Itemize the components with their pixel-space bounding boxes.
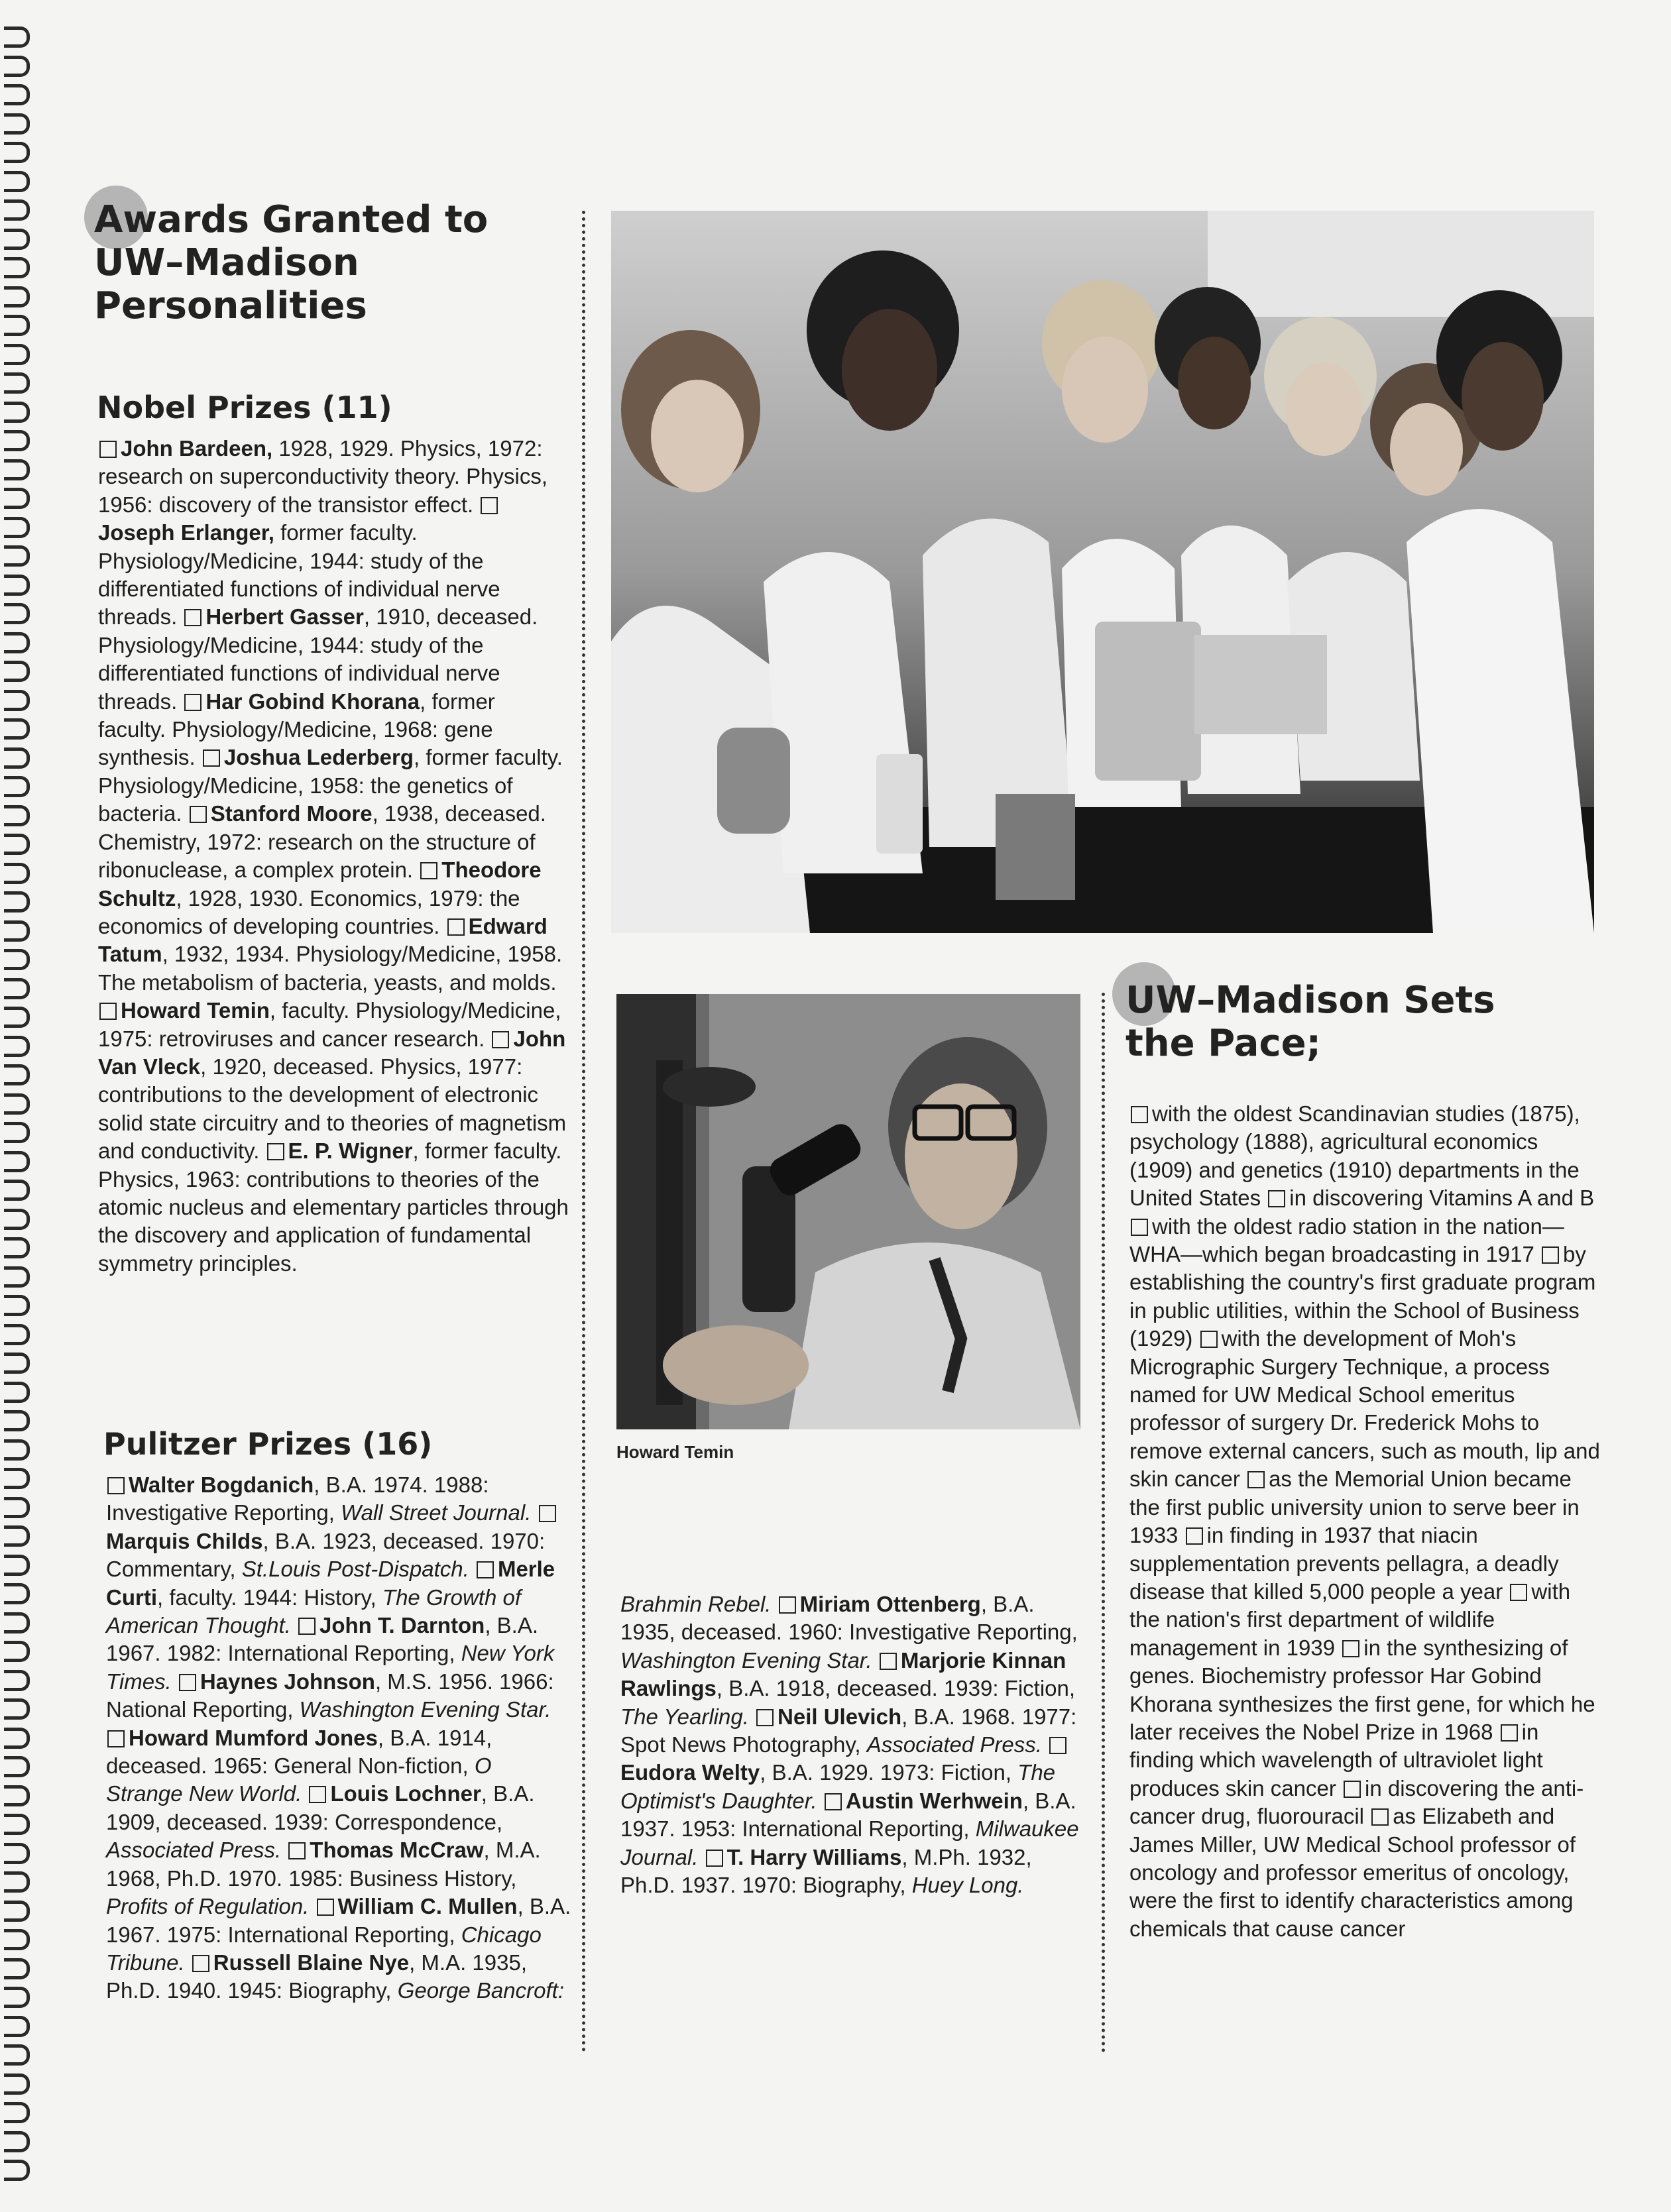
- awards-title: [94, 199, 525, 328]
- winner-publication: Associated Press.: [106, 1838, 282, 1863]
- winner-publication: Washington Evening Star.: [299, 1697, 551, 1722]
- checkbox-bullet: [309, 1786, 326, 1803]
- binding-ring: [4, 1209, 30, 1230]
- binding-ring: [4, 1871, 30, 1893]
- checkbox-bullet: [779, 1596, 796, 1614]
- pulitzer-heading: Pulitzer Prizes (16): [103, 1426, 433, 1462]
- binding-ring: [4, 1555, 30, 1576]
- winner-publication: Chicago Tribune.: [106, 1922, 542, 1975]
- winner-details: , B.A. 1918, deceased. 1939: Fiction,: [716, 1676, 1076, 1701]
- winner-name: Miriam Ottenberg: [799, 1592, 981, 1616]
- pace-item: with the development of Moh's Micrographic Surgery Technique, a process named for UW Medical School emeritus professor of surgery Dr. Frederick Mohs to remove external cancers, such as mouth, lip and skin cancer: [1129, 1326, 1600, 1492]
- checkbox-bullet: [107, 1730, 125, 1747]
- winner-details: , B.A. 1935, deceased. 1960: Investigative Reporting,: [620, 1592, 1078, 1645]
- pace-item: with the oldest Scandinavian studies (1875), psychology (1888), agricultural economics (1909) and genetics (1910) departments in the United States: [1129, 1101, 1580, 1211]
- binding-ring: [4, 1093, 30, 1115]
- binding-ring: [4, 1728, 30, 1749]
- pace-item: as Elizabeth and James Miller, UW Medical School professor of oncology and professor emeritus of oncology, were the first to identify characteristics among chemicals that cause cancer: [1129, 1804, 1576, 1941]
- binding-ring: [4, 747, 30, 769]
- winner-details: , B.A. 1929. 1973: Fiction,: [760, 1760, 1018, 1785]
- binding-ring: [4, 1007, 30, 1028]
- binding-ring: [4, 661, 30, 682]
- nobel-list: [98, 435, 569, 1278]
- checkbox-bullet: [1131, 1219, 1148, 1236]
- checkbox-bullet: [179, 1674, 196, 1691]
- laureate-details: , former faculty. Physiology/Medicine, 1958: the genetics of bacteria.: [98, 745, 563, 826]
- binding-ring: [4, 142, 30, 163]
- spiral-binding: [0, 27, 40, 2200]
- laureate-name: Joshua Lederberg: [223, 745, 414, 770]
- checkbox-bullet: [1049, 1737, 1066, 1754]
- winner-name: Thomas McCraw: [310, 1838, 484, 1863]
- winner-publication: Huey Long.: [911, 1873, 1024, 1898]
- checkbox-bullet: [288, 1842, 306, 1859]
- binding-ring: [4, 344, 30, 365]
- binding-ring: [4, 949, 30, 970]
- binding-ring: [4, 776, 30, 797]
- winner-publication: The Yearling.: [620, 1704, 749, 1729]
- binding-ring: [4, 1468, 30, 1489]
- laureate-details: 1928, 1929. Physics, 1972: research on superconductivity theory. Physics, 1956: discovery of the transistor effect.: [98, 436, 548, 517]
- checkbox-bullet: [317, 1899, 334, 1916]
- laureate-name: Edward Tatum: [98, 913, 547, 967]
- pulitzer-list-col2: [620, 1590, 1091, 1899]
- binding-ring: [4, 286, 30, 307]
- checkbox-bullet: [447, 918, 465, 936]
- binding-ring: [4, 718, 30, 740]
- pace-title-text: UW–Madison Sets the Pace;: [1125, 979, 1495, 1065]
- checkbox-bullet: [1200, 1331, 1218, 1348]
- binding-ring: [4, 1929, 30, 1950]
- binding-ring: [4, 1612, 30, 1633]
- checkbox-bullet: [539, 1505, 556, 1522]
- winner-name: Louis Lochner: [330, 1781, 481, 1806]
- laureate-details: , 1938, deceased. Chemistry, 1972: research on the structure of ribonuclease, a complex protein.: [98, 801, 546, 883]
- pace-item: in the synthesizing of genes. Biochemistry professor Har Gobind Khorana synthesizes the first gene, for which he later receives the Nobel Prize in 1968: [1129, 1635, 1595, 1744]
- binding-ring: [4, 199, 30, 221]
- binding-ring: [4, 84, 30, 105]
- winner-details: , B.A. 1937. 1953: International Reporting,: [620, 1788, 1076, 1842]
- winner-name: John T. Darnton: [319, 1613, 485, 1638]
- laureate-name: Stanford Moore: [210, 801, 373, 826]
- pulitzer-paragraph-continued: [620, 1590, 1091, 1899]
- binding-ring: [4, 171, 30, 192]
- winner-details: , B.A. 1974. 1988: Investigative Reporting,: [106, 1472, 489, 1525]
- checkbox-bullet: [184, 609, 202, 626]
- laureate-name: Joseph Erlanger,: [98, 520, 274, 545]
- binding-ring: [4, 113, 30, 135]
- laureate-name: John Bardeen,: [121, 436, 273, 461]
- pulitzer-paragraph: [106, 1471, 573, 2005]
- binding-ring: [4, 229, 30, 250]
- winner-publication: Profits of Regulation.: [106, 1894, 310, 1919]
- checkbox-bullet: [99, 1003, 117, 1020]
- binding-ring: [4, 545, 30, 567]
- checkbox-bullet: [99, 441, 117, 458]
- binding-ring: [4, 315, 30, 336]
- laureate-name: John Van Vleck: [98, 1026, 566, 1079]
- laureate-name: E. P. Wigner: [288, 1138, 413, 1164]
- binding-ring: [4, 1382, 30, 1403]
- binding-ring: [4, 2044, 30, 2066]
- binding-ring: [4, 603, 30, 624]
- winner-details: , B.A. 1967. 1982: International Reporting,: [106, 1613, 539, 1666]
- lab-students-photo: [611, 211, 1594, 933]
- binding-ring: [4, 1987, 30, 2008]
- winner-name: Neil Ulevich: [778, 1704, 902, 1729]
- winner-publication: George Bancroft:: [397, 1978, 564, 2003]
- pulitzer-list-col1: [106, 1471, 573, 2005]
- winner-details: , B.A. 1909, deceased. 1939: Correspondence,: [106, 1781, 535, 1834]
- checkbox-bullet: [1342, 1640, 1359, 1657]
- binding-ring: [4, 863, 30, 884]
- winner-publication: O Strange New World.: [106, 1753, 492, 1806]
- binding-ring: [4, 459, 30, 480]
- binding-ring: [4, 632, 30, 653]
- winner-name: Eudora Welty: [620, 1760, 760, 1785]
- winner-publication: Brahmin Rebel.: [620, 1592, 772, 1616]
- pace-item: by establishing the country's first graduate program in public utilities, within the School of Business (1929): [1129, 1242, 1596, 1351]
- binding-ring: [4, 1756, 30, 1777]
- checkbox-bullet: [706, 1850, 723, 1867]
- binding-ring: [4, 1353, 30, 1374]
- column-divider-right: [1102, 993, 1105, 2053]
- binding-ring: [4, 834, 30, 855]
- checkbox-bullet: [880, 1653, 897, 1670]
- checkbox-bullet: [1247, 1471, 1265, 1488]
- checkbox-bullet: [481, 497, 498, 514]
- winner-name: T. Harry Williams: [726, 1844, 902, 1869]
- binding-ring: [4, 1324, 30, 1345]
- winner-name: Walter Bogdanich: [129, 1472, 314, 1497]
- checkbox-bullet: [1131, 1106, 1148, 1123]
- binding-ring: [4, 1785, 30, 1806]
- binding-ring: [4, 1151, 30, 1172]
- winner-publication: New York Times.: [106, 1641, 555, 1694]
- checkbox-bullet: [1268, 1190, 1285, 1207]
- binding-ring: [4, 257, 30, 278]
- winner-publication: Milwaukee Journal.: [620, 1816, 1079, 1869]
- binding-ring: [4, 1670, 30, 1691]
- binding-ring: [4, 1036, 30, 1057]
- temin-photo-image: [616, 994, 1080, 1429]
- laureate-name: Theodore Schultz: [98, 857, 542, 911]
- checkbox-bullet: [1510, 1584, 1527, 1601]
- binding-ring: [4, 2131, 30, 2152]
- binding-ring: [4, 430, 30, 451]
- binding-ring: [4, 488, 30, 509]
- winner-name: Marjorie Kinnan Rawlings: [620, 1647, 1066, 1701]
- laureate-details: , former faculty. Physiology/Medicine, 1968: gene synthesis.: [98, 689, 495, 770]
- winner-name: Russell Blaine Nye: [213, 1950, 410, 1975]
- binding-ring: [4, 2016, 30, 2037]
- binding-ring: [4, 575, 30, 596]
- binding-ring: [4, 2074, 30, 2095]
- pace-item: in discovering Vitamins A and B: [1289, 1186, 1595, 1211]
- laureate-details: , 1910, deceased. Physiology/Medicine, 1944: study of the differentiated functions of individual nerve threads.: [98, 604, 538, 714]
- winner-name: Merle Curti: [106, 1557, 555, 1610]
- binding-ring: [4, 1439, 30, 1461]
- awards-title-text: Awards Granted to UW–Madison Personalities: [94, 198, 489, 327]
- checkbox-bullet: [1501, 1724, 1518, 1742]
- winner-details: , M.A. 1968, Ph.D. 1970. 1985: Business History,: [106, 1838, 541, 1891]
- pace-item: in finding in 1937 that niacin supplementation prevents pellagra, a deadly disease that killed 5,000 people a year: [1129, 1523, 1559, 1604]
- binding-ring: [4, 1641, 30, 1662]
- checkbox-bullet: [298, 1618, 316, 1635]
- winner-details: , faculty. 1944: History,: [157, 1584, 382, 1610]
- binding-ring: [4, 690, 30, 711]
- binding-ring: [4, 1583, 30, 1604]
- pace-item: in finding which wavelength of ultraviolet light produces skin cancer: [1129, 1719, 1543, 1800]
- pace-item: with the oldest radio station in the nation—WHA—which began broadcasting in 1917: [1129, 1213, 1564, 1267]
- binding-ring: [4, 1122, 30, 1143]
- checkbox-bullet: [184, 694, 202, 711]
- laureate-name: Herbert Gasser: [205, 604, 364, 630]
- binding-ring: [4, 2160, 30, 2181]
- checkbox-bullet: [420, 862, 437, 879]
- binding-ring: [4, 1266, 30, 1288]
- winner-name: Marquis Childs: [106, 1528, 263, 1553]
- winner-publication: The Growth of American Thought.: [106, 1584, 522, 1638]
- howard-temin-photo: [616, 994, 1080, 1429]
- binding-ring: [4, 1814, 30, 1835]
- winner-name: Howard Mumford Jones: [129, 1725, 378, 1750]
- binding-ring: [4, 517, 30, 538]
- laureate-details: , 1928, 1930. Economics, 1979: the economics of developing countries.: [98, 885, 520, 938]
- winner-details: , B.A. 1914, deceased. 1965: General Non-fiction,: [106, 1725, 492, 1779]
- winner-publication: The Optimist's Daughter.: [620, 1760, 1056, 1813]
- laureate-details: , 1920, deceased. Physics, 1977: contributions to the development of electronic solid state circuitry and to theories of magnetism and conductivity.: [98, 1054, 567, 1164]
- binding-ring: [4, 1410, 30, 1431]
- winner-name: Haynes Johnson: [200, 1669, 375, 1694]
- binding-ring: [4, 402, 30, 423]
- winner-publication: Associated Press.: [866, 1732, 1042, 1757]
- column-divider-left: [582, 211, 585, 2053]
- winner-name: Austin Werhwein: [845, 1788, 1023, 1813]
- pace-item: with the nation's first department of wildlife management in 1939: [1129, 1578, 1571, 1660]
- winner-details: , B.A. 1967. 1975: International Reporting,: [106, 1894, 571, 1947]
- pace-item: as the Memorial Union became the first public university union to serve beer in 1933: [1129, 1466, 1580, 1548]
- binding-ring: [4, 1180, 30, 1201]
- winner-name: William C. Mullen: [337, 1894, 518, 1919]
- laureate-details: , 1932, 1934. Physiology/Medicine, 1958. The metabolism of bacteria, yeasts, and molds.: [98, 942, 563, 995]
- binding-ring: [4, 1901, 30, 1922]
- laureate-name: Howard Temin: [121, 998, 270, 1023]
- lab-photo-image: [611, 211, 1594, 933]
- binding-ring: [4, 2102, 30, 2123]
- checkbox-bullet: [190, 806, 207, 823]
- binding-ring: [4, 1295, 30, 1316]
- pace-paragraph: [1129, 1100, 1601, 1943]
- laureate-name: Har Gobind Khorana: [205, 689, 420, 714]
- laureate-details: former faculty. Physiology/Medicine, 1944: study of the differentiated functions of individual nerve threads.: [98, 520, 500, 630]
- binding-ring: [4, 372, 30, 394]
- binding-ring: [4, 1525, 30, 1547]
- checkbox-bullet: [192, 1955, 209, 1972]
- binding-ring: [4, 891, 30, 912]
- pace-title: [1125, 979, 1497, 1066]
- checkbox-bullet: [1344, 1781, 1361, 1798]
- binding-ring: [4, 1698, 30, 1720]
- nobel-heading: Nobel Prizes (11): [97, 390, 392, 425]
- binding-ring: [4, 1497, 30, 1518]
- temin-photo-caption: Howard Temin: [616, 1442, 734, 1462]
- binding-ring: [4, 1237, 30, 1258]
- laureate-details: , former faculty. Physics, 1963: contributions to theories of the atomic nucleus and elementary particles through the discovery and application of fundamental symmetry principles.: [98, 1138, 569, 1276]
- binding-ring: [4, 27, 30, 48]
- winner-publication: Wall Street Journal.: [341, 1500, 532, 1525]
- pace-item: in discovering the anti-cancer drug, fluorouracil: [1129, 1775, 1584, 1829]
- checkbox-bullet: [1371, 1808, 1389, 1826]
- laureate-details: , faculty. Physiology/Medicine, 1975: retroviruses and cancer research.: [98, 998, 561, 1051]
- binding-ring: [4, 56, 30, 77]
- binding-ring: [4, 805, 30, 826]
- winner-details: , B.A. 1968. 1977: Spot News Photography,: [620, 1704, 1077, 1757]
- winner-details: , M.S. 1956. 1966: National Reporting,: [106, 1669, 554, 1722]
- binding-ring: [4, 978, 30, 999]
- checkbox-bullet: [203, 749, 220, 767]
- winner-details: , M.Ph. 1932, Ph.D. 1937. 1970: Biography,: [620, 1844, 1032, 1898]
- winner-details: , B.A. 1923, deceased. 1970: Commentary,: [106, 1528, 546, 1582]
- binding-ring: [4, 1958, 30, 1979]
- binding-ring: [4, 1843, 30, 1864]
- checkbox-bullet: [756, 1709, 774, 1726]
- checkbox-bullet: [1186, 1527, 1203, 1545]
- binding-ring: [4, 1064, 30, 1085]
- winner-publication: Washington Evening Star.: [620, 1647, 872, 1673]
- checkbox-bullet: [1542, 1246, 1559, 1264]
- checkbox-bullet: [492, 1031, 509, 1048]
- winner-details: , M.A. 1935, Ph.D. 1940. 1945: Biography,: [106, 1950, 528, 2003]
- winner-publication: St.Louis Post-Dispatch.: [241, 1557, 469, 1582]
- binding-ring: [4, 920, 30, 942]
- checkbox-bullet: [825, 1793, 842, 1810]
- pace-list: [1129, 1100, 1601, 1943]
- checkbox-bullet: [267, 1143, 284, 1160]
- checkbox-bullet: [107, 1477, 125, 1494]
- nobel-paragraph: [98, 435, 569, 1278]
- checkbox-bullet: [477, 1561, 494, 1578]
